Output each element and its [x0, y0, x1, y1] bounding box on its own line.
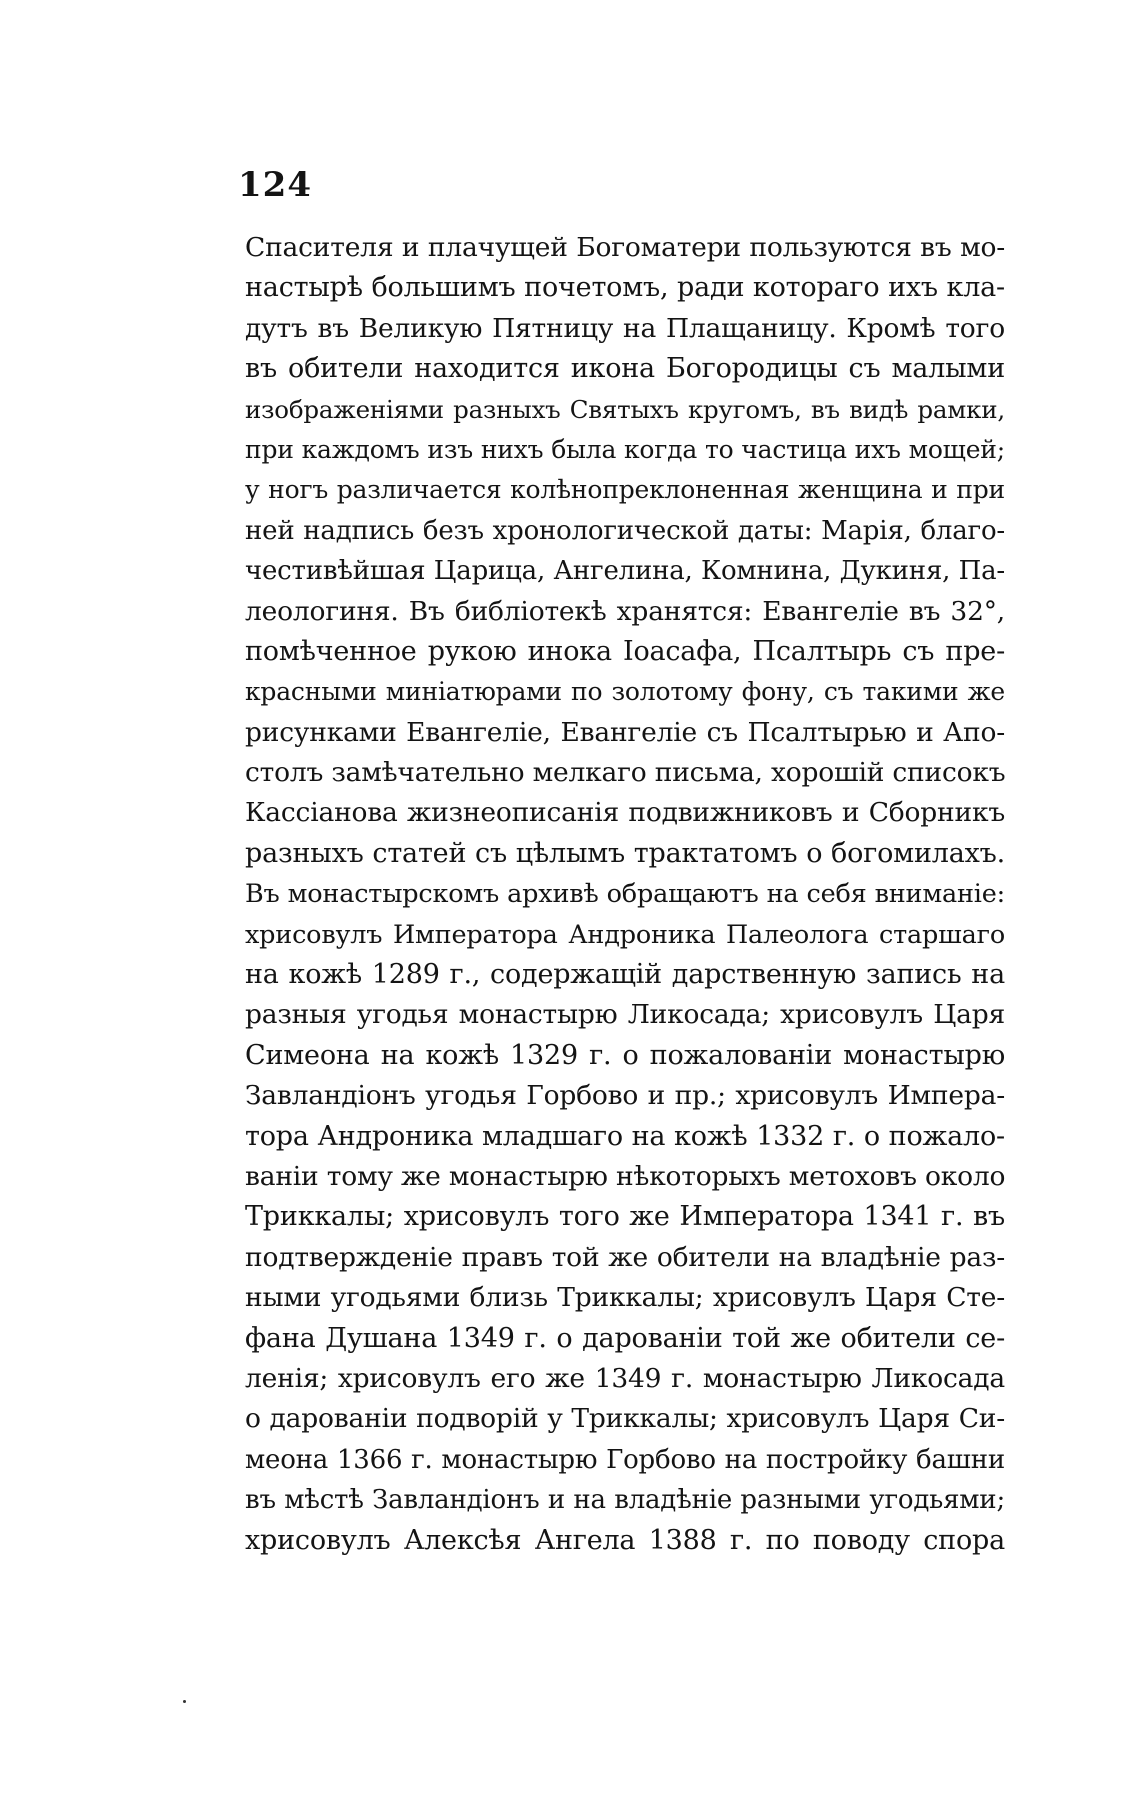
text-line: честивѣйшая Царица, Ангелина, Комнина, Дукиня, Па-	[245, 556, 1005, 587]
text-line: ваніи тому же монастырю нѣкоторыхъ метоховъ около	[245, 1160, 1006, 1192]
text-line: рисунками Евангеліе, Евангеліе съ Псалтырью и Апо-	[245, 716, 1005, 748]
text-line: меона 1366 г. монастырю Горбово на постройку башни	[245, 1444, 1005, 1475]
text-line: ными угодьями близь Триккалы; хрисовулъ Царя Сте-	[245, 1282, 1005, 1314]
text-line: разныхъ статей съ цѣлымъ трактатомъ о богомилахъ.	[245, 837, 1005, 869]
text-line: въ обители находится икона Богородицы съ малыми	[245, 353, 1005, 385]
text-line: хрисовулъ Алексѣя Ангела 1388 г. по поводу спора	[245, 1524, 1005, 1556]
text-line: у ногъ различается колѣнопреклоненная женщина и при	[245, 475, 1005, 505]
text-line: помѣченное рукою инока Іоасафа, Псалтырь съ пре-	[245, 635, 1005, 667]
text-line: на кожѣ 1289 г., содержащій дарственную запись на	[245, 959, 1005, 991]
text-line: въ мѣстѣ Завландіонъ и на владѣніе разными угодьями;	[245, 1485, 1005, 1516]
text-line: Кассіанова жизнеописанія подвижниковъ и Сборникъ	[245, 797, 1005, 829]
text-line: тора Андроника младшаго на кожѣ 1332 г. о пожало-	[245, 1120, 1005, 1152]
text-line: разныя угодья монастырю Ликосада; хрисовулъ Царя	[245, 999, 1005, 1031]
text-line: при каждомъ изъ нихъ была когда то частица ихъ мощей;	[245, 434, 1005, 464]
text-line: хрисовулъ Императора Андроника Палеолога старшаго	[245, 919, 1005, 950]
text-line: Триккалы; хрисовулъ того же Императора 1341 г. въ	[245, 1201, 1005, 1233]
text-line: о дарованіи подворій у Триккалы; хрисовулъ Царя Си-	[245, 1403, 1005, 1435]
text-line: подтвержденіе правъ той же обители на владѣніе раз-	[245, 1241, 1005, 1273]
text-line: столъ замѣчательно мелкаго письма, хорошій списокъ	[245, 757, 1006, 789]
text-line: ленія; хрисовулъ его же 1349 г. монастырю Ликосада	[245, 1362, 1005, 1394]
scan-speck	[183, 1700, 186, 1703]
text-line: леологиня. Въ библіотекѣ хранятся: Евангеліе въ 32°,	[245, 595, 1005, 627]
text-line: изображеніями разныхъ Святыхъ кругомъ, въ видѣ рамки,	[245, 394, 1005, 424]
text-line: дутъ въ Великую Пятницу на Плащаницу. Кромѣ того	[245, 312, 1005, 344]
text-line: ней надпись безъ хронологической даты: Марія, благо-	[245, 515, 1005, 546]
text-line: Завландіонъ угодья Горбово и пр.; хрисовулъ Импера-	[245, 1080, 1005, 1112]
text-line: Спасителя и плачущей Богоматери пользуются въ мо-	[245, 232, 1005, 263]
text-line: фана Душана 1349 г. о дарованіи той же обители се-	[245, 1322, 1005, 1354]
body-text	[245, 228, 1005, 1561]
text-line: красными миніатюрами по золотому фону, съ такими же	[245, 677, 1005, 707]
text-line: Симеона на кожѣ 1329 г. о пожалованіи монастырю	[245, 1039, 1005, 1071]
text-line: Въ монастырскомъ архивѣ обращаютъ на себя вниманіе:	[245, 879, 1005, 910]
page-number: 124	[238, 165, 312, 205]
text-line: настырѣ большимъ почетомъ, ради котораго ихъ кла-	[245, 272, 1005, 304]
